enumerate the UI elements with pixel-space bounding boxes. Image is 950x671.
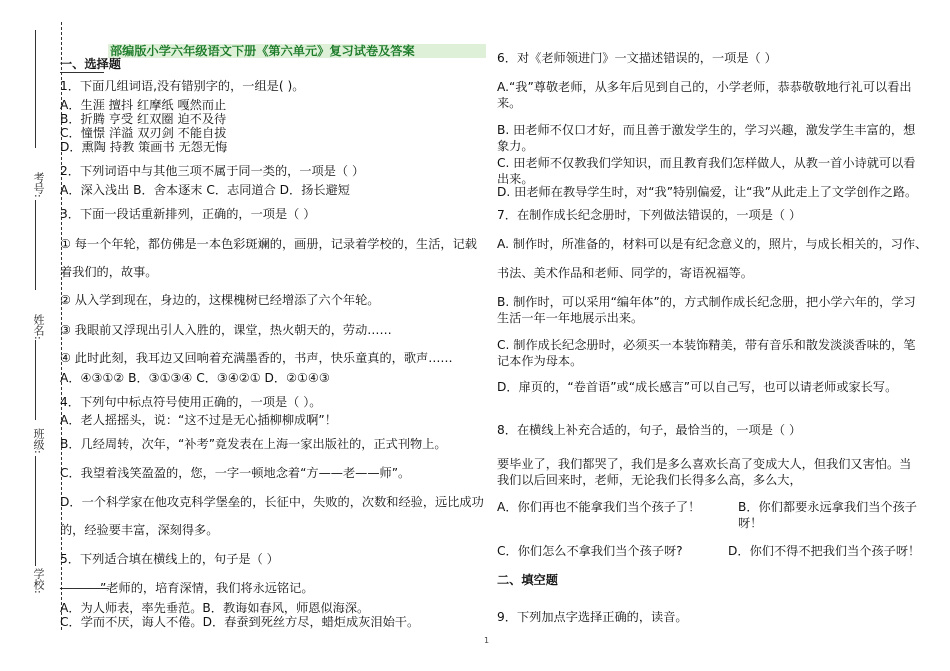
q3-sentence-3: ③ 我眼前又浮现出引人入胜的，课堂，热火朝天的，劳动…… — [60, 323, 392, 337]
q5-options-cd: C．学而不厌，诲人不倦。D．春蚕到死丝方尽，蜡炬成灰泪始干。 — [60, 615, 420, 629]
q3-options: A．④③①② B．③①③④ C．③④②① D．②①④③ — [60, 371, 330, 385]
q5-blank: ________ — [60, 575, 109, 589]
q4-option-a: A．老人摇摇头，说：“这不过是无心插柳柳成啊”！ — [60, 413, 337, 427]
question-6: 6．对《老师领进门》一文描述错误的，一项是（ ） — [497, 51, 777, 65]
q8-passage: 要毕业了，我们都哭了，我们是多么喜欢长高了变成大人，但我们又害怕。当我们以后回来时，老师，无论我们长得多么高，多么大， — [497, 457, 912, 487]
q6-option-b: B. 田老师不仅口才好，而且善于激发学生的，学习兴趣，激发学生丰富的，想象力。 — [497, 123, 916, 153]
question-4: 4．下列句中标点符号使用正确的，一项是（ ）。 — [60, 395, 322, 409]
q6-option-d: D. 田老师在教导学生时，对“我”特别偏爱，让“我”从此走上了文学创作之路。 — [497, 185, 918, 199]
class-line — [35, 340, 36, 420]
q4-option-b: B．几经周转，次年，“补考”竟发表在上海一家出版社的，正式刊物上。 — [60, 437, 447, 451]
section-fill-heading: 二、填空题 — [497, 573, 558, 587]
q7-option-b: B. 制作时，可以采用“编年体”的，方式制作成长纪念册，把小学六年的，学习生活一年一年地展示出来。 — [497, 295, 916, 325]
exam-no-label: 考号: — [32, 172, 45, 198]
q1-option-a: A．生涯 擅抖 红摩纸 嘎然而止 — [60, 98, 227, 112]
name-label: 姓名: — [32, 314, 45, 340]
section-choice-heading: 一、选择题 — [60, 57, 121, 71]
q6-option-c: C. 田老师不仅教我们学知识，而且教育我们怎样做人，从教一首小诗就可以看出来。 — [497, 156, 916, 186]
question-1: 1．下面几组词语,没有错别字的，一组是( )。 — [60, 79, 305, 93]
question-7: 7．在制作成长纪念册时，下列做法错误的，一项是（ ） — [497, 208, 802, 222]
q7-option-c: C. 制作成长纪念册时，必须买一本装饰精美，带有音乐和散发淡淡香味的，笔记本作为母本。 — [497, 338, 916, 368]
page-title: 部编版小学六年级语文下册《第六单元》复习试卷及答案 — [110, 44, 415, 58]
q4-option-d-line1: D．一个科学家在他攻克科学堡垒的，长征中，失败的，次数和经验，远比成功 — [60, 495, 484, 509]
q1-option-d: D．熏陶 持教 策画书 无怨无悔 — [60, 140, 228, 154]
question-9: 9．下列加点字选择正确的，读音。 — [497, 610, 688, 624]
section-underline — [60, 72, 104, 73]
page-number: 1 — [484, 636, 490, 645]
q7-option-a-line2: 书法、美术作品和老师、同学的，寄语祝福等。 — [497, 266, 753, 280]
question-5: 5．下列适合填在横线上的，句子是（ ） — [60, 552, 279, 566]
class-label: 班级: — [32, 428, 45, 454]
school-line — [35, 456, 36, 566]
q2-options: A．深入浅出 B．舍本逐末 C．志同道合 D．扬长避短 — [60, 183, 350, 197]
question-8: 8．在横线上补充合适的，句子，最恰当的，一项是（ ） — [497, 423, 802, 437]
q8-option-c: C．你们怎么不拿我们当个孩子呀? — [497, 544, 683, 558]
q1-option-c: C．憧憬 洋溢 双刃剑 不能自拔 — [60, 126, 227, 140]
name-line — [35, 200, 36, 290]
binding-margin — [0, 0, 62, 671]
q5-options-ab: A．为人师表，率先垂范。B．教诲如春风，师恩似海深。 — [60, 601, 370, 615]
q8-option-a: A．你们再也不能拿我们当个孩子了！ — [497, 500, 701, 514]
exam-no-line — [35, 30, 36, 148]
q3-sentence-1a: ① 每一个年轮，都仿佛是一本色彩斑斓的，画册，记录着学校的，生活，记载 — [60, 237, 477, 251]
q7-option-d: D．扉页的，“卷首语”或“成长感言”可以自己写，也可以请老师或家长写。 — [497, 380, 898, 394]
q7-option-a-line1: A. 制作时，所准备的，材料可以是有纪念意义的，照片，与成长相关的，习作、 — [497, 237, 928, 251]
q3-sentence-2: ② 从入学到现在，身边的，这棵槐树已经增添了六个年轮。 — [60, 293, 380, 307]
q4-option-d-line2: 的，经验要丰富，深刻得多。 — [60, 523, 219, 537]
question-2: 2．下列词语中与其他三项不属于同一类的，一项是（ ） — [60, 164, 365, 178]
q8-option-b: B．你们都要永远拿我们当个孩子呀！ — [738, 500, 917, 530]
q3-sentence-4: ④ 此时此刻，我耳边又回响着充满墨香的，书声，快乐童真的，歌声…… — [60, 351, 453, 365]
q3-sentence-1b: 着我们的，故事。 — [60, 265, 158, 279]
q1-option-b: B．折腾 亨受 红双圈 迫不及待 — [60, 112, 227, 126]
question-3: 3．下面一段话重新排列，正确的，一项是（ ） — [60, 207, 316, 221]
q4-option-c: C．我望着浅笑盈盈的，您，一字一顿地念着“方——老——师”。 — [60, 466, 411, 480]
q5-quote: ”老师的，培育深情，我们将永远铭记。 — [100, 581, 314, 595]
q8-option-d: D．你们不得不把我们当个孩子呀！ — [728, 544, 921, 558]
q6-option-a: A.“我”尊敬老师，从多年后见到自己的，小学老师，恭恭敬敬地行礼可以看出来。 — [497, 80, 912, 110]
school-label: 学校: — [32, 568, 45, 594]
